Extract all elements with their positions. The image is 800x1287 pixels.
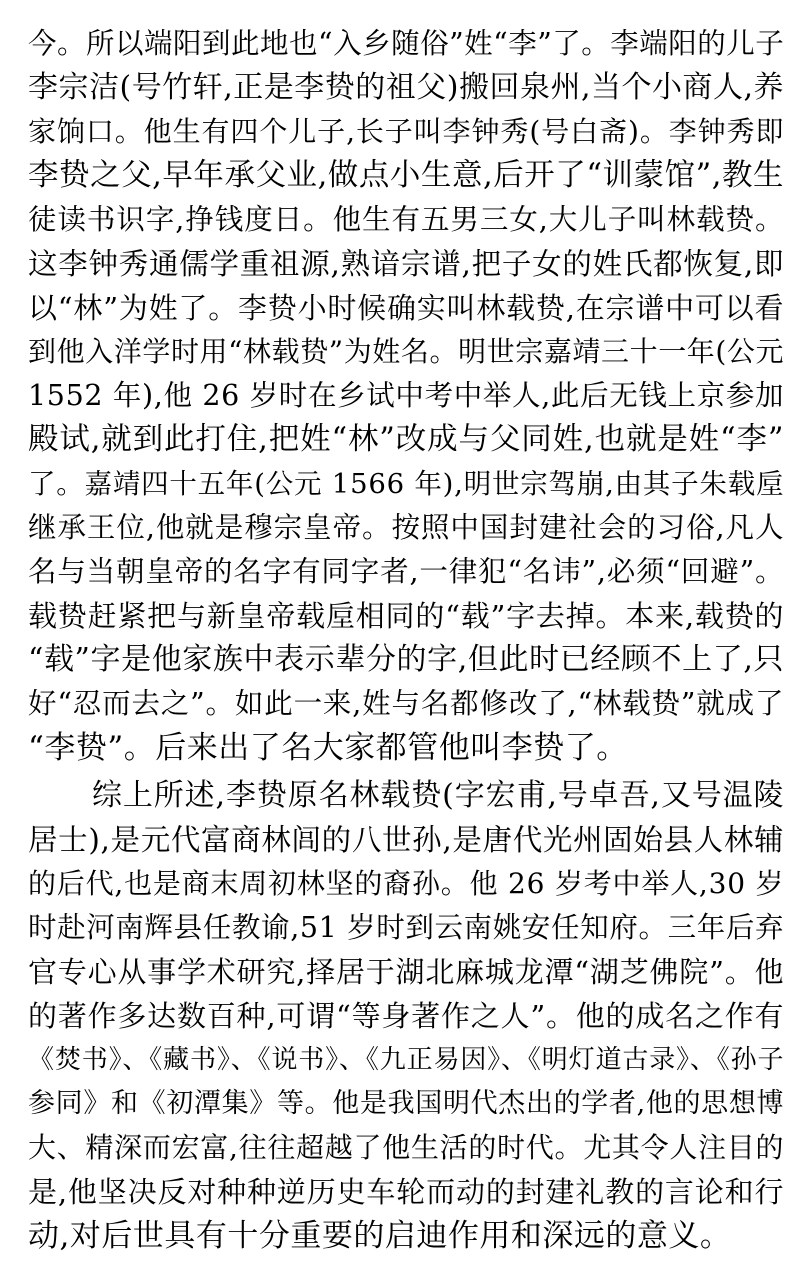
text-line: 今。所以端阳到此地也“入乡随俗”姓“李”了。李端阳的儿子 [28,27,784,60]
text-line: 1552 年),他 26 岁时在乡试中考中举人,此后无钱上京参加 [28,379,784,412]
text-line: 殿试,就到此打住,把姓“林”改成与父同姓,也就是姓“李” [28,422,784,457]
text-line: 的后代,也是商末周初林坚的裔孙。他 26 岁考中举人,30 岁 [28,867,784,900]
text-line: 动,对后世具有十分重要的启迪作用和深远的意义。 [28,1218,732,1254]
text-line: 继承王位,他就是穆宗皇帝。按照中国封建社会的习俗,凡人 [28,511,784,544]
text-line: “载”字是他家族中表示辈分的字,但此时已经顾不上了,只 [28,642,784,677]
text-line: 好“忍而去之”。如此一来,姓与名都修改了,“林载贽”就成了 [28,687,784,720]
text-line: 徒读书识字,挣钱度日。他生有五男三女,大儿子叫林载贽。 [28,203,784,236]
text-line: 时赴河南辉县任教谕,51 岁时到云南姚安任知府。三年后弃 [28,911,784,944]
text-line: 李宗洁(号竹轩,正是李贽的祖父)搬回泉州,当个小商人,养 [28,70,784,105]
text-line: 参同》和《初潭集》等。他是我国明代杰出的学者,他的思想博 [28,1088,784,1119]
text-line: 的著作多达数百种,可谓“等身著作之人”。他的成名之作有 [28,999,784,1033]
text-line: 名与当朝皇帝的名字有同字者,一律犯“名讳”,必须“回避”。 [28,555,784,588]
text-line: 到他入洋学时用“林载贽”为姓名。明世宗嘉靖三十一年(公元 [28,335,784,368]
text-line: 这李钟秀通儒学重祖源,熟谙宗谱,把子女的姓氏都恢复,即 [28,247,784,281]
text-line: 综上所述,李贽原名林载贽(字宏甫,号卓吾,又号温陵 [92,778,784,813]
text-line: 家饷口。他生有四个儿子,长子叫李钟秀(号白斋)。李钟秀即 [28,115,784,148]
text-line: “李贽”。后来出了名大家都管他叫李贽了。 [28,730,628,766]
document-page [28,0,784,1287]
text-line: 了。嘉靖四十五年(公元 1566 年),明世宗驾崩,由其子朱载垕 [28,468,784,500]
text-line: 以“林”为姓了。李贽小时候确实叫林载贽,在宗谱中可以看 [28,291,784,325]
text-line: 载贽赶紧把与新皇帝载垕相同的“载”字去掉。本来,载贽的 [28,599,784,633]
text-line: 李贽之父,早年承父业,做点小生意,后开了“训蒙馆”,教生 [28,158,784,193]
text-line: 官专心从事学术研究,择居于湖北麻城龙潭“湖芝佛院”。他 [28,955,784,989]
text-line: 大、精深而宏富,往往超越了他生活的时代。尤其令人注目的 [28,1131,784,1164]
text-line: 是,他坚决反对种种逆历史车轮而动的封建礼教的言论和行 [28,1175,784,1209]
text-line: 《焚书》、《藏书》、《说书》、《九正易因》、《明灯道古录》、《孙子 [28,1045,784,1075]
text-line: 居士),是元代富商林闾的八世孙,是唐代光州固始县人林辅 [28,823,784,857]
